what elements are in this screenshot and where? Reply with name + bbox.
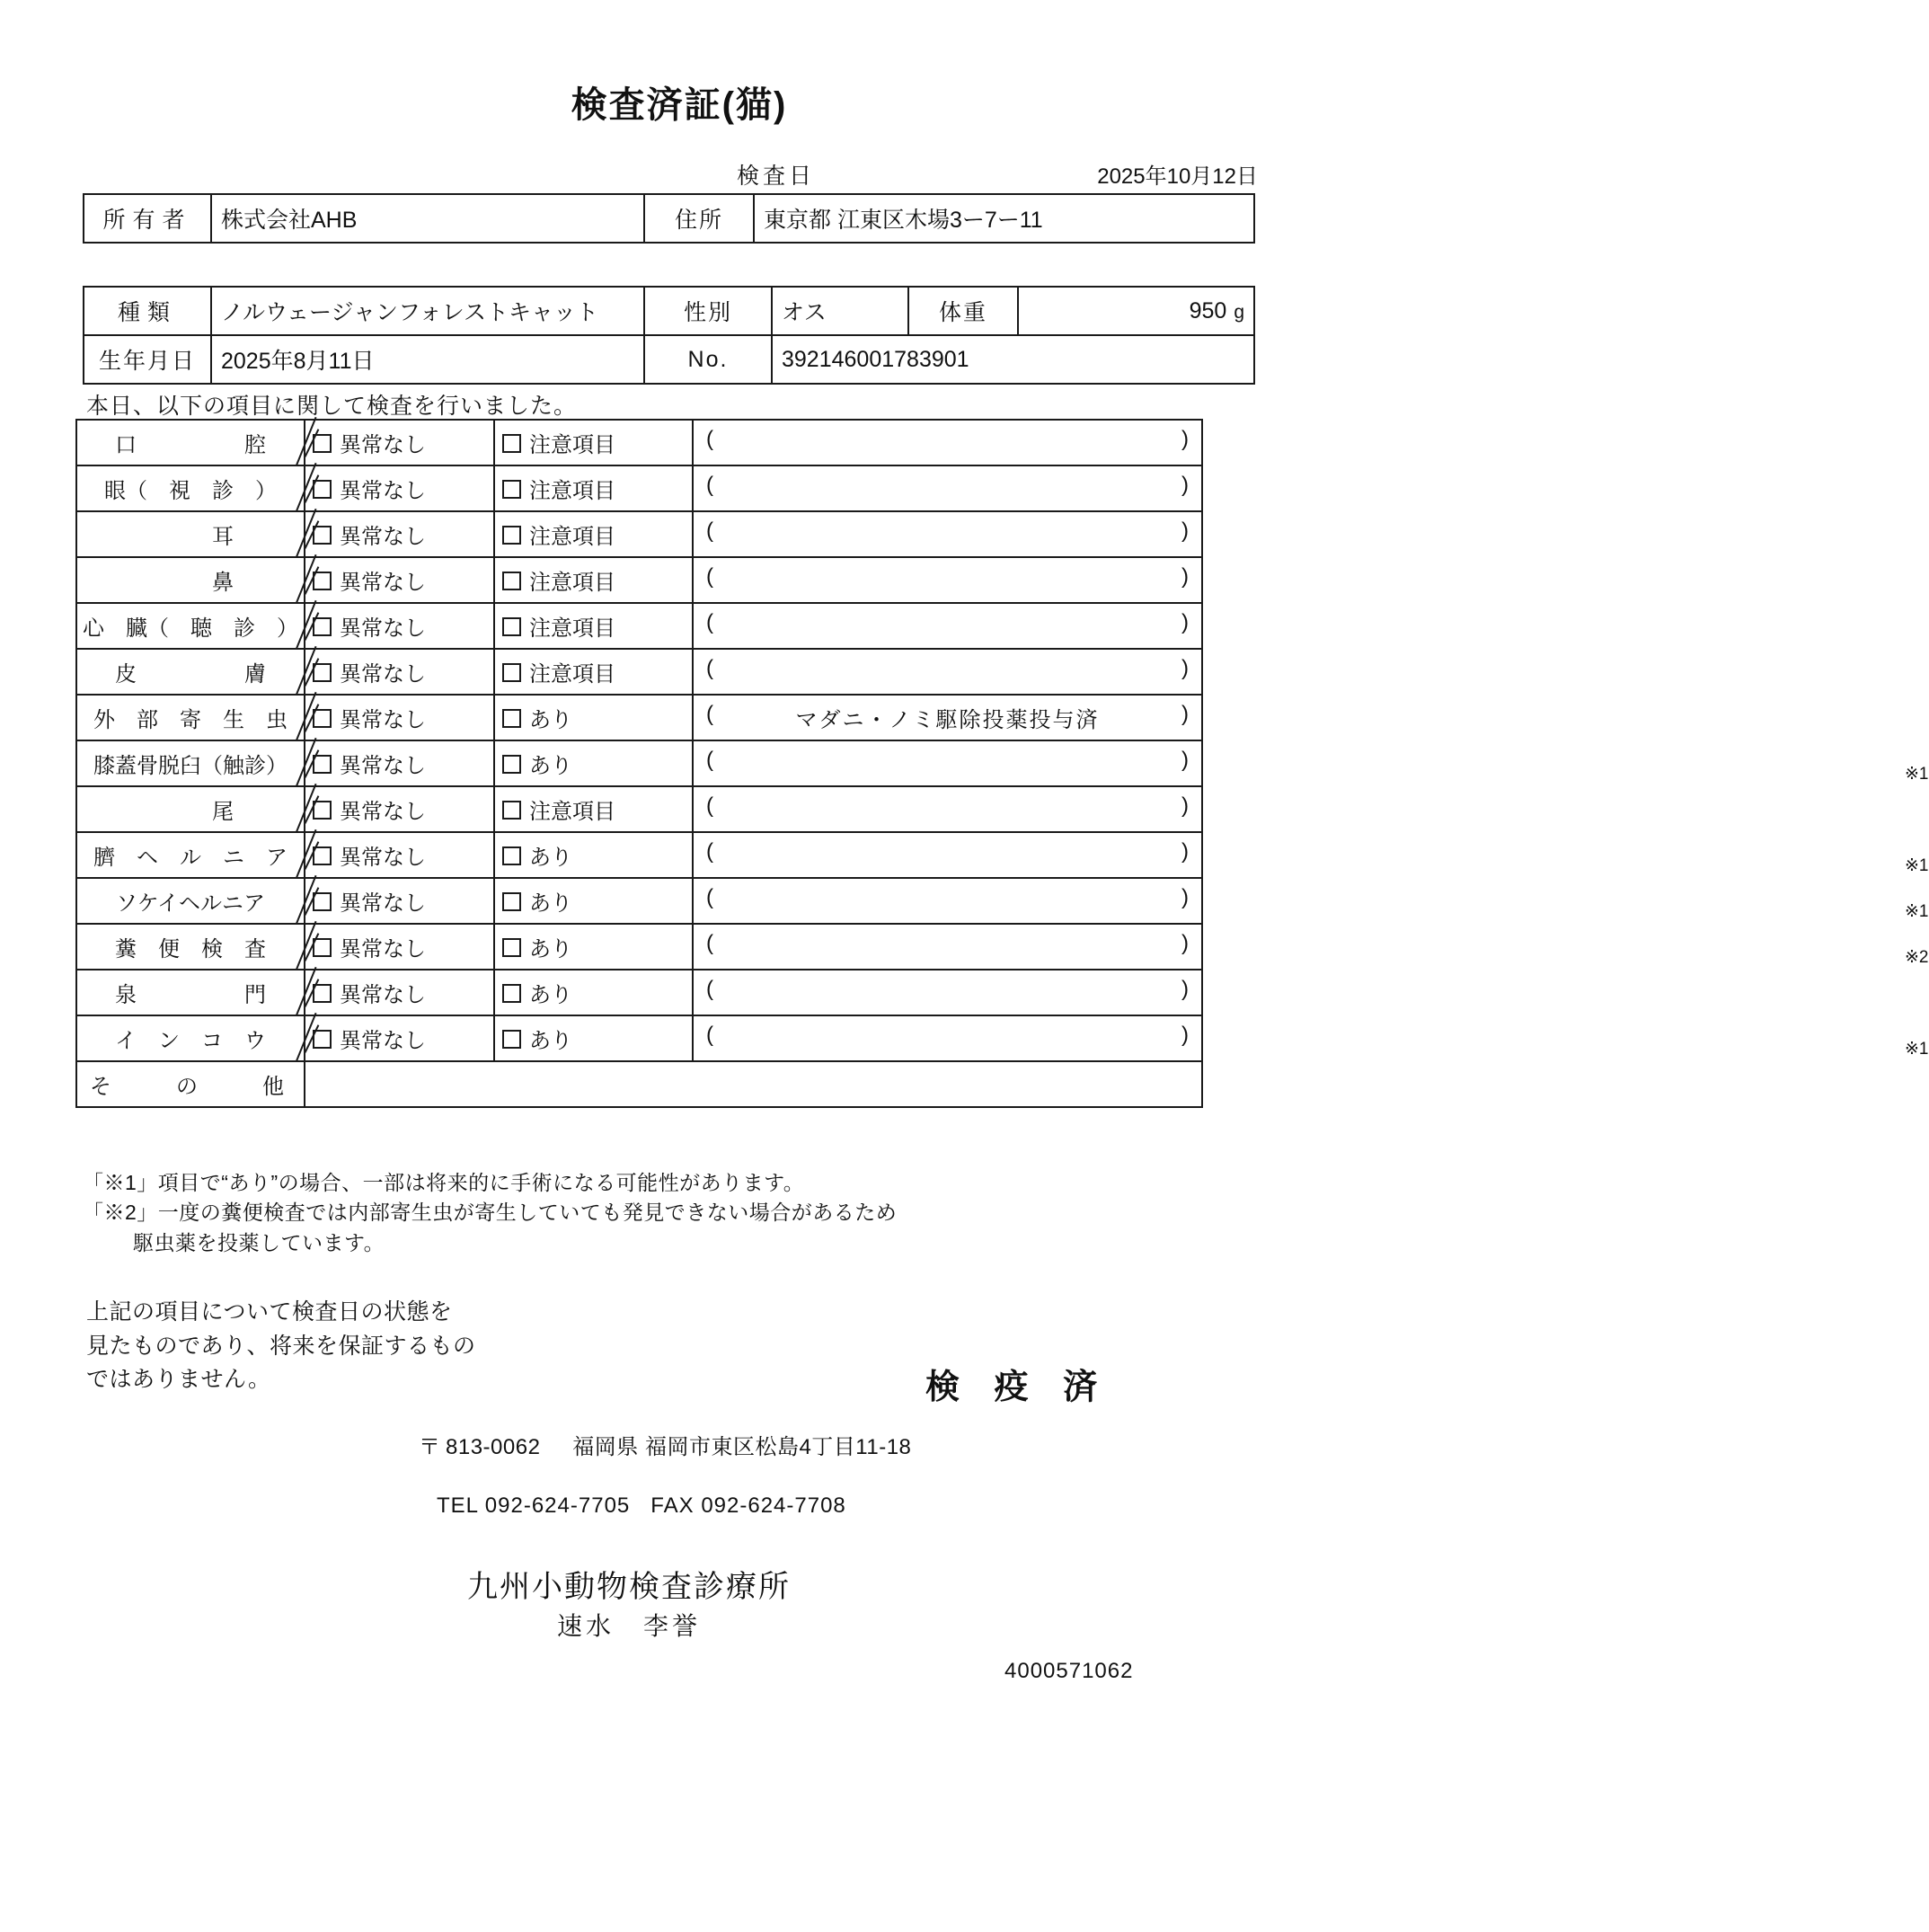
checkbox-normal[interactable] [305,420,494,465]
paren-close: ) [1181,1023,1189,1047]
exam-item-label: 耳 [147,525,234,549]
table-row [76,649,1202,695]
checkbox-icon[interactable] [313,984,332,1003]
footnote-2: 「※2」一度の糞便検査では内部寄生虫が寄生していても発見できない場合があるため [83,1201,898,1225]
footnote-marker: ※1 [1905,901,1929,921]
checkbox-icon[interactable] [313,892,332,911]
table-row [76,465,1202,511]
exam-item-name [76,465,305,511]
paren-close: ) [1181,793,1189,818]
table-row [76,695,1202,740]
zip-symbol: 〒 [419,1435,446,1459]
checkbox-secondary[interactable] [494,832,693,878]
checkbox-normal-label: 異常なし [340,846,426,870]
checkbox-normal[interactable] [305,465,494,511]
checkbox-icon[interactable] [502,1030,521,1049]
paren-close: ) [1181,656,1189,680]
paren-open: ( [706,793,713,818]
checkbox-icon[interactable] [502,801,521,820]
paren-close: ) [1181,885,1189,909]
checkbox-secondary[interactable] [494,465,693,511]
owner-label: 所有者 [84,194,211,243]
checkbox-icon[interactable] [313,572,332,590]
paren-open: ( [706,518,713,543]
no-value: 392146001783901 [772,335,1254,384]
table-row [76,878,1202,924]
checkbox-icon[interactable] [313,709,332,728]
checkbox-secondary-label: 注意項目 [529,662,615,687]
paren-open: ( [706,931,713,955]
exam-item-name [76,557,305,603]
exam-item-note[interactable] [693,878,1929,924]
table-row [76,557,1202,603]
clinic-name: 九州小動物検査診療所 [467,1570,791,1604]
owner-info-table [83,193,1255,244]
checkbox-normal-label: 異常なし [340,662,426,687]
paren-open: ( [706,839,713,864]
footnote-marker: ※1 [1905,855,1929,875]
checkbox-secondary[interactable] [494,878,693,924]
paren-open: ( [706,977,713,1001]
inspection-date-value: 2025年10月12日 [1097,164,1258,189]
exam-item-name [76,1015,305,1061]
checkbox-icon[interactable] [502,938,521,957]
checkbox-icon[interactable] [313,526,332,545]
exam-item-note[interactable] [693,420,1202,465]
exam-item-label: 心 臓（ 聴 診 ） [83,616,298,641]
exam-item-label: 臍 ヘ ル ニ ア [93,846,288,870]
checkbox-normal[interactable] [305,924,494,970]
checkbox-icon[interactable] [502,617,521,636]
checkbox-icon[interactable] [313,663,332,682]
checkbox-secondary-label: あり [529,846,572,870]
table-row [76,970,1202,1015]
exam-item-name [76,924,305,970]
weight-value: 950 [1189,297,1227,323]
checkbox-secondary[interactable] [494,924,693,970]
exam-item-label: 眼（ 視 診 ） [104,479,277,503]
exam-item-label: 尾 [147,800,234,824]
checkbox-icon[interactable] [502,663,521,682]
table-row [76,1015,1202,1061]
paren-open: ( [706,564,713,589]
exam-item-note[interactable] [693,649,1202,695]
checkbox-secondary-label: 注意項目 [529,433,615,457]
address-value: 東京都 江東区木場3ー7ー11 [754,194,1254,243]
paren-close: ) [1181,564,1189,589]
sex-value: オス [772,287,908,335]
lead-text: 本日、以下の項目に関して検査を行いました。 [86,394,578,419]
birth-label: 生年月日 [84,335,211,384]
footnote-3: 駆虫薬を投薬しています。 [133,1230,385,1254]
checkbox-icon[interactable] [502,572,521,590]
checkbox-normal-label: 異常なし [340,983,426,1007]
clinic-address [419,1429,911,1460]
exam-items-table [75,419,1929,1108]
breed-label: 種類 [84,287,211,335]
paren-open: ( [706,473,713,497]
birth-value: 2025年8月11日 [211,335,644,384]
exam-item-label: 口 腔 [115,433,266,457]
checkbox-secondary-label: あり [529,754,572,778]
checkbox-secondary-label: 注意項目 [529,571,615,595]
checkbox-normal[interactable] [305,970,494,1015]
exam-item-name [76,649,305,695]
checkbox-icon[interactable] [313,1030,332,1049]
checkbox-normal[interactable] [305,649,494,695]
paren-open: ( [706,610,713,634]
weight-label: 体重 [908,287,1018,335]
no-label: No. [644,335,772,384]
paren-close: ) [1181,748,1189,772]
disclaimer-line-3: ではありません。 [86,1367,271,1392]
checkbox-icon[interactable] [502,709,521,728]
table-row [84,194,1254,243]
paren-open: ( [706,1023,713,1047]
exam-item-other-value[interactable] [305,1061,1202,1107]
paren-close: ) [1181,839,1189,864]
exam-item-note[interactable] [693,465,1202,511]
exam-item-label: イ ン コ ウ [115,1029,266,1053]
checkbox-secondary[interactable] [494,786,693,832]
exam-item-label: 膝蓋骨脱臼（触診） [93,754,288,778]
table-row [76,924,1202,970]
paren-close: ) [1181,931,1189,955]
table-row [76,832,1202,878]
checkbox-secondary-label: 注意項目 [529,800,615,824]
clinic-contact [437,1493,846,1519]
exam-item-name [76,878,305,924]
checkbox-icon[interactable] [313,480,332,499]
tel-label: TEL [437,1493,479,1518]
table-row [84,287,1254,335]
table-row [84,335,1254,384]
paren-close: ) [1181,518,1189,543]
sex-label: 性別 [644,287,772,335]
exam-item-name [76,603,305,649]
checkbox-normal[interactable] [305,695,494,740]
checkbox-secondary[interactable] [494,603,693,649]
exam-item-label: 皮 膚 [115,662,266,687]
checkbox-secondary[interactable] [494,970,693,1015]
exam-item-note[interactable] [693,832,1929,878]
checkbox-normal[interactable] [305,832,494,878]
exam-item-name [76,832,305,878]
exam-item-name [76,511,305,557]
checkbox-icon[interactable] [502,984,521,1003]
checkbox-normal-label: 異常なし [340,891,426,916]
checkbox-icon[interactable] [313,801,332,820]
checkbox-secondary[interactable] [494,420,693,465]
exam-item-note[interactable] [693,1015,1929,1061]
checkbox-icon[interactable] [313,938,332,957]
checkbox-icon[interactable] [502,480,521,499]
disclaimer-line-1: 上記の項目について検査日の状態を [86,1299,453,1325]
paren-open: ( [706,427,713,451]
exam-item-name [76,695,305,740]
checkbox-normal[interactable] [305,557,494,603]
footnote-1: 「※1」項目で“あり”の場合、一部は将来的に手術になる可能性があります。 [83,1171,805,1194]
checkbox-normal-label: 異常なし [340,937,426,962]
checkbox-secondary[interactable] [494,649,693,695]
disclaimer [86,1296,476,1397]
checkbox-secondary-label: あり [529,891,572,916]
paren-close: ) [1181,610,1189,634]
paren-open: ( [706,748,713,772]
exam-item-note[interactable] [693,695,1202,740]
checkbox-normal[interactable] [305,603,494,649]
inspection-date-label: 検査日 [737,164,816,189]
checkbox-normal-label: 異常なし [340,616,426,641]
checkbox-normal-label: 異常なし [340,479,426,503]
checkbox-normal-label: 異常なし [340,708,426,732]
checkbox-secondary[interactable] [494,557,693,603]
exam-item-label: 鼻 [147,571,234,595]
document-number: 4000571062 [1004,1659,1134,1683]
weight-unit: g [1234,301,1244,323]
paren-close: ) [1181,427,1189,451]
inspection-date-row [737,158,1258,191]
breed-value: ノルウェージャンフォレストキャット [211,287,644,335]
footnote-marker: ※2 [1905,947,1929,967]
checkbox-normal[interactable] [305,511,494,557]
checkbox-secondary-label: あり [529,937,572,962]
checkbox-icon[interactable] [502,434,521,453]
exam-item-name [76,970,305,1015]
checkbox-icon[interactable] [502,892,521,911]
checkbox-icon[interactable] [313,434,332,453]
exam-item-name [76,420,305,465]
table-row [76,420,1202,465]
exam-item-note[interactable] [693,786,1202,832]
checkbox-secondary[interactable] [494,1015,693,1061]
checkbox-normal-label: 異常なし [340,571,426,595]
page-title: 検査済証(猫) [571,85,788,125]
checkbox-secondary-label: あり [529,708,572,732]
checkbox-icon[interactable] [502,526,521,545]
tel-number: 092-624-7705 [484,1493,631,1518]
checkbox-normal-label: 異常なし [340,525,426,549]
checkbox-normal-label: 異常なし [340,800,426,824]
table-row [76,1061,1202,1107]
checkbox-icon[interactable] [502,846,521,865]
exam-item-note-text: マダニ・ノミ駆除投薬投与済 [795,708,1100,732]
checkbox-icon[interactable] [313,846,332,865]
paren-open: ( [706,885,713,909]
checkbox-secondary-label: 注意項目 [529,479,615,503]
checkbox-secondary-label: あり [529,983,572,1007]
zip-code: 813-0062 [446,1435,541,1459]
checkbox-normal[interactable] [305,878,494,924]
footnotes [83,1168,897,1258]
checkbox-secondary-label: 注意項目 [529,616,615,641]
checkbox-normal-label: 異常なし [340,1029,426,1053]
table-row [76,603,1202,649]
exam-item-name [76,786,305,832]
checkbox-normal-label: 異常なし [340,433,426,457]
paren-close: ) [1181,702,1189,726]
checkbox-secondary-label: 注意項目 [529,525,615,549]
address-text: 福岡県 福岡市東区松島4丁目11-18 [572,1435,912,1459]
paren-open: ( [706,702,713,726]
paren-close: ) [1181,977,1189,1001]
exam-item-note[interactable] [693,511,1202,557]
exam-item-other-label: そ の 他 [76,1061,305,1107]
footnote-marker: ※1 [1905,764,1929,784]
exam-item-name [76,740,305,786]
owner-value: 株式会社AHB [211,194,644,243]
checkbox-secondary-label: あり [529,1029,572,1053]
paren-close: ) [1181,473,1189,497]
checkbox-secondary[interactable] [494,511,693,557]
exam-item-label: ソケイヘルニア [115,891,266,916]
paren-open: ( [706,656,713,680]
checkbox-normal[interactable] [305,786,494,832]
checkbox-icon[interactable] [313,617,332,636]
checkbox-normal[interactable] [305,1015,494,1061]
exam-item-label: 外 部 寄 生 虫 [93,708,288,732]
exam-item-label: 糞 便 検 査 [115,937,266,962]
exam-item-note[interactable] [693,603,1202,649]
exam-item-note[interactable] [693,970,1202,1015]
checkbox-icon[interactable] [313,755,332,774]
checkbox-secondary[interactable] [494,740,693,786]
weight-cell [1018,287,1254,335]
exam-item-note[interactable] [693,557,1202,603]
table-row [76,786,1202,832]
exam-item-note[interactable] [693,924,1929,970]
fax-number: 092-624-7708 [701,1493,846,1518]
animal-info-table [83,286,1255,385]
table-row [76,511,1202,557]
checkbox-normal-label: 異常なし [340,754,426,778]
checkbox-normal[interactable] [305,740,494,786]
exam-item-label: 泉 門 [115,983,266,1007]
quarantine-stamp: 検 疫 済 [925,1369,1111,1406]
exam-item-note[interactable] [693,740,1929,786]
fax-label: FAX [650,1493,695,1518]
disclaimer-line-2: 見たものであり、将来を保証するもの [86,1333,476,1359]
address-label: 住所 [644,194,754,243]
checkbox-secondary[interactable] [494,695,693,740]
footnote-marker: ※1 [1905,1039,1929,1059]
table-row [76,740,1202,786]
checkbox-icon[interactable] [502,755,521,774]
doctor-name: 速水 李誉 [556,1612,701,1640]
